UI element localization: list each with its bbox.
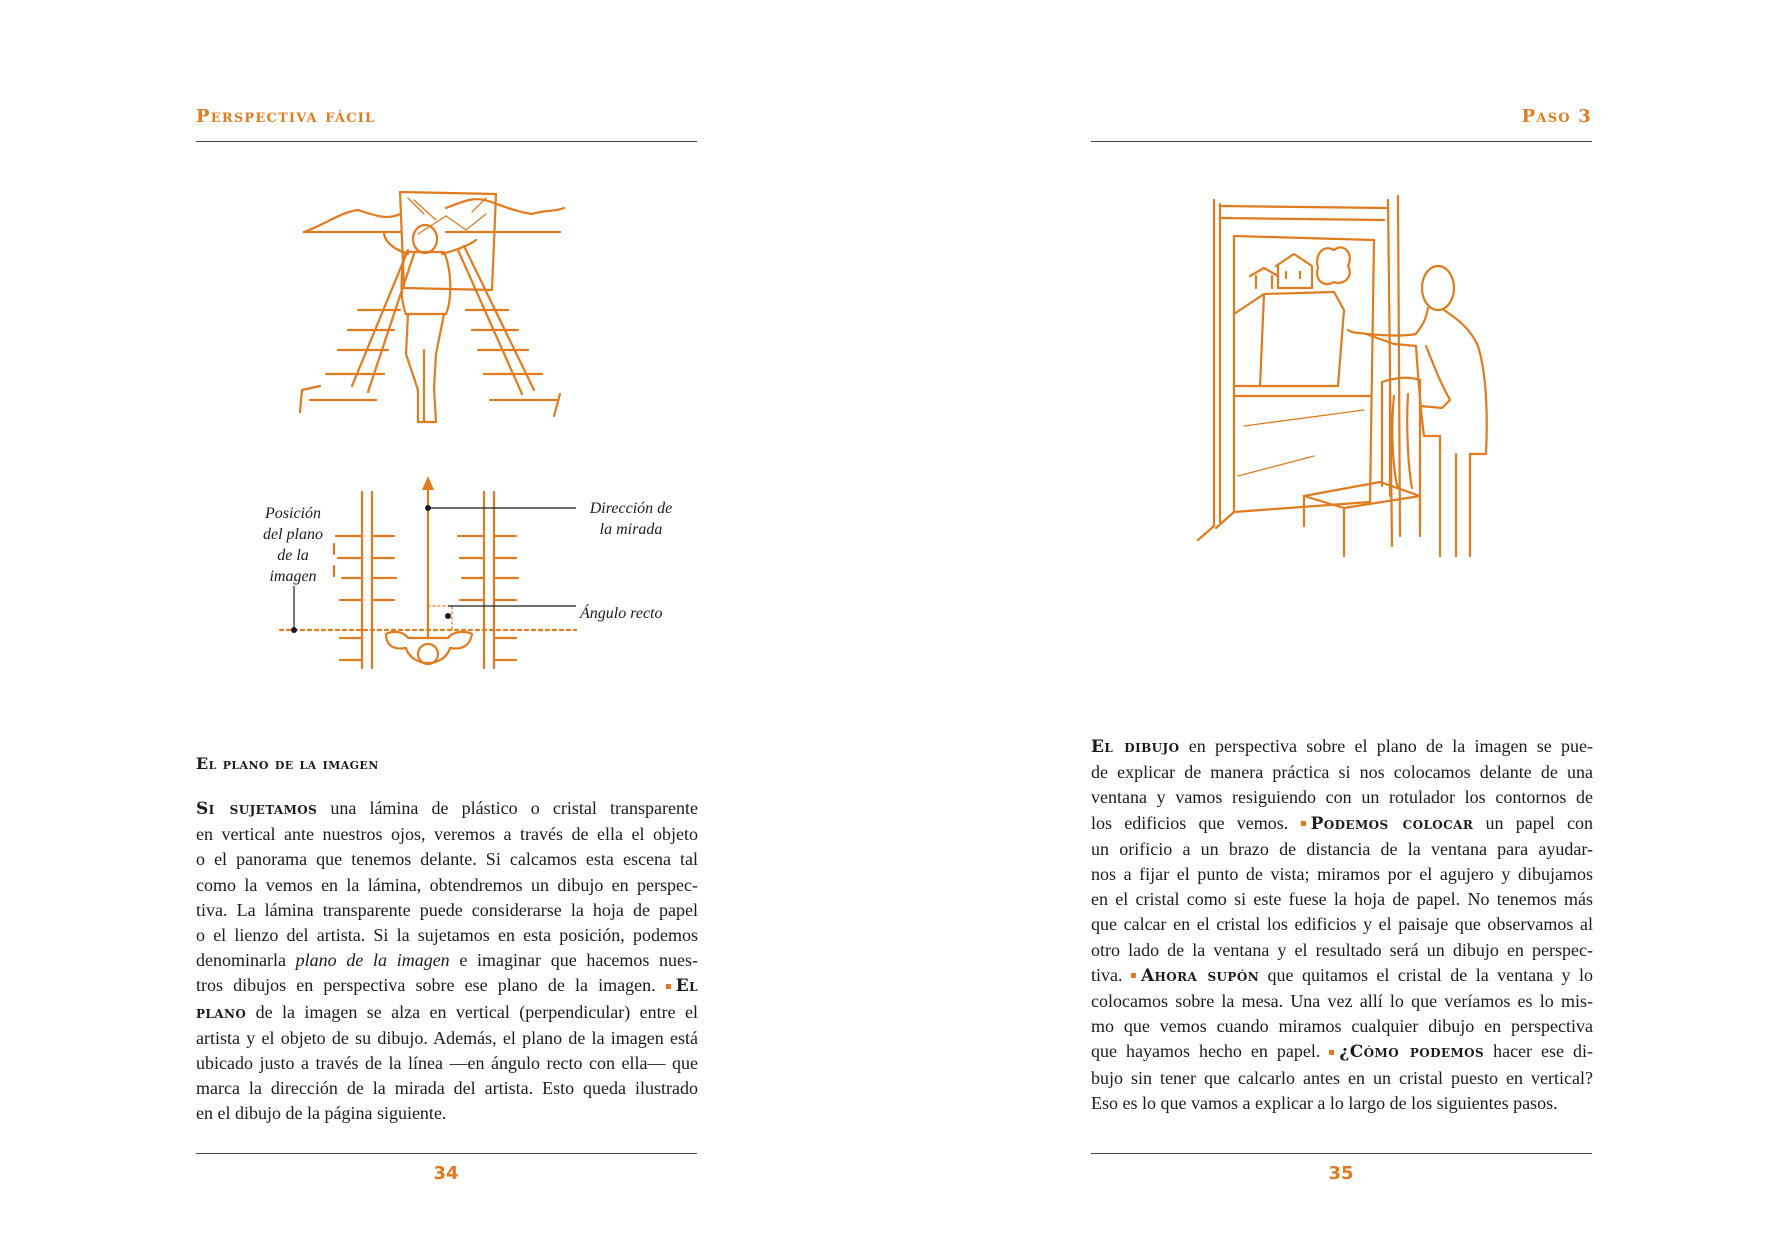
label-line: la mirada bbox=[599, 521, 663, 538]
body-line: en el dibujo de la página siguiente. bbox=[196, 1103, 447, 1124]
body-line: nos a fijar el punto de vista; miramos por el agujero y dibujamos bbox=[1091, 864, 1593, 885]
body-line: ventana y vamos resiguiendo con un rotulador los contornos de bbox=[1091, 787, 1593, 808]
body-line: Eso es lo que vamos a explicar a lo largo de los siguientes pasos. bbox=[1091, 1092, 1558, 1113]
text-run: que hayamos hecho en papel. bbox=[1091, 1041, 1330, 1062]
text-run: denominarla bbox=[196, 950, 296, 971]
header-rule-left bbox=[196, 141, 697, 142]
illustration-window-tracing bbox=[1194, 196, 1494, 606]
right-page bbox=[886, 0, 1772, 1240]
footer-rule-left bbox=[196, 1153, 697, 1154]
bullet-square-icon bbox=[666, 984, 671, 989]
text-run: en perspectiva sobre el plano de la imagen se pue- bbox=[1179, 736, 1594, 756]
emphasis: plano de la imagen bbox=[295, 950, 450, 971]
lead-in: plano bbox=[196, 1002, 247, 1023]
illustration-picture-plane-tracks bbox=[296, 190, 596, 430]
footer-rule-right bbox=[1091, 1153, 1592, 1154]
body-line bbox=[196, 973, 698, 999]
body-line bbox=[196, 796, 698, 822]
text-run: e imaginar que hacemos nues- bbox=[449, 950, 699, 971]
text-run: tros dibujos en perspectiva sobre ese plano de la imagen. bbox=[196, 975, 666, 996]
text-run: de la imagen se alza en vertical (perpendicular) entre el bbox=[246, 1001, 698, 1022]
body-line: de explicar de manera práctica si nos colocamos delante de una bbox=[1091, 762, 1593, 783]
body-line bbox=[196, 1000, 698, 1026]
bullet-square-icon bbox=[1131, 973, 1136, 978]
header-rule-right bbox=[1091, 141, 1592, 142]
body-line: mo que vemos cuando miramos cualquier dibujo en perspectiva bbox=[1091, 1016, 1593, 1037]
page-number-right: 35 bbox=[1328, 1163, 1354, 1184]
label-line: de la bbox=[277, 547, 309, 564]
body-line bbox=[1091, 1039, 1593, 1065]
body-line: artista y el objeto de su dibujo. Además, el plano de la imagen está bbox=[196, 1027, 698, 1048]
body-line: que calcar en el cristal los edificios y el paisaje que observamos al bbox=[1091, 914, 1593, 935]
body-line: tiva. La lámina transparente puede considerarse la hoja de papel bbox=[196, 899, 698, 920]
body-line: en vertical ante nuestros ojos, veremos a través de ella el objeto bbox=[196, 824, 698, 845]
label-picture-plane bbox=[244, 503, 342, 587]
label-line: imagen bbox=[269, 568, 317, 585]
body-line: un orificio a un brazo de distancia de la ventana para ayudar- bbox=[1091, 838, 1593, 859]
body-line bbox=[196, 948, 698, 973]
page-number-left: 34 bbox=[433, 1163, 459, 1184]
body-line: marca la dirección de la mirada del artista. Esto queda ilustrado bbox=[196, 1078, 698, 1099]
running-head-right: Paso 3 bbox=[1521, 106, 1592, 127]
body-line: colocamos sobre la mesa. Una vez allí lo que veríamos es lo mis- bbox=[1091, 991, 1593, 1012]
body-paragraph-left bbox=[196, 796, 698, 1127]
text-run: tiva. bbox=[1091, 964, 1131, 985]
body-line: como la vemos en la lámina, obtendremos un dibujo en perspec- bbox=[196, 874, 698, 895]
text-run: los edificios que vemos. bbox=[1091, 812, 1301, 833]
section-heading: El plano de la imagen bbox=[196, 754, 379, 773]
lead-in: Podemos colocar bbox=[1310, 813, 1474, 834]
label-right-angle: Ángulo recto bbox=[580, 605, 663, 622]
label-gaze-direction bbox=[578, 498, 684, 540]
text-run: un papel con bbox=[1473, 812, 1593, 833]
body-paragraph-right bbox=[1091, 734, 1593, 1116]
bullet-square-icon bbox=[1301, 821, 1306, 826]
body-line: o el lienzo del artista. Si la sujetamos en esta posición, podemos bbox=[196, 925, 698, 946]
lead-in: Ahora supón bbox=[1140, 965, 1260, 986]
lead-in: ¿Cómo podemos bbox=[1339, 1042, 1485, 1063]
lead-in: Si sujetamos bbox=[196, 799, 318, 819]
body-line bbox=[1091, 811, 1593, 837]
label-line: Dirección de bbox=[589, 500, 673, 517]
text-run: hacer ese di- bbox=[1484, 1041, 1593, 1062]
body-line: otro lado de la ventana y el resultado será un dibujo en perspec- bbox=[1091, 939, 1593, 960]
lead-in: El bbox=[675, 976, 698, 997]
body-line: bujo sin tener que calcarlo antes en un cristal puesto en vertical? bbox=[1091, 1067, 1593, 1088]
lead-in: El dibujo bbox=[1091, 737, 1180, 757]
running-head-left: Perspectiva fácil bbox=[196, 106, 376, 127]
text-run: que quitamos el cristal de la ventana y lo bbox=[1259, 964, 1593, 985]
label-line: del plano bbox=[263, 526, 323, 543]
body-line bbox=[1091, 963, 1593, 989]
text-run: una lámina de plástico o cristal transparente bbox=[317, 798, 698, 818]
label-line: Posición bbox=[265, 505, 321, 522]
body-line: en el cristal como si este fuese la hoja de papel. No tenemos más bbox=[1091, 889, 1593, 910]
body-line: o el panorama que tenemos delante. Si calcamos esta escena tal bbox=[196, 849, 698, 870]
body-line: ubicado justo a través de la línea —en ángulo recto con ella— que bbox=[196, 1053, 698, 1074]
body-line bbox=[1091, 734, 1593, 760]
bullet-square-icon bbox=[1329, 1050, 1334, 1055]
